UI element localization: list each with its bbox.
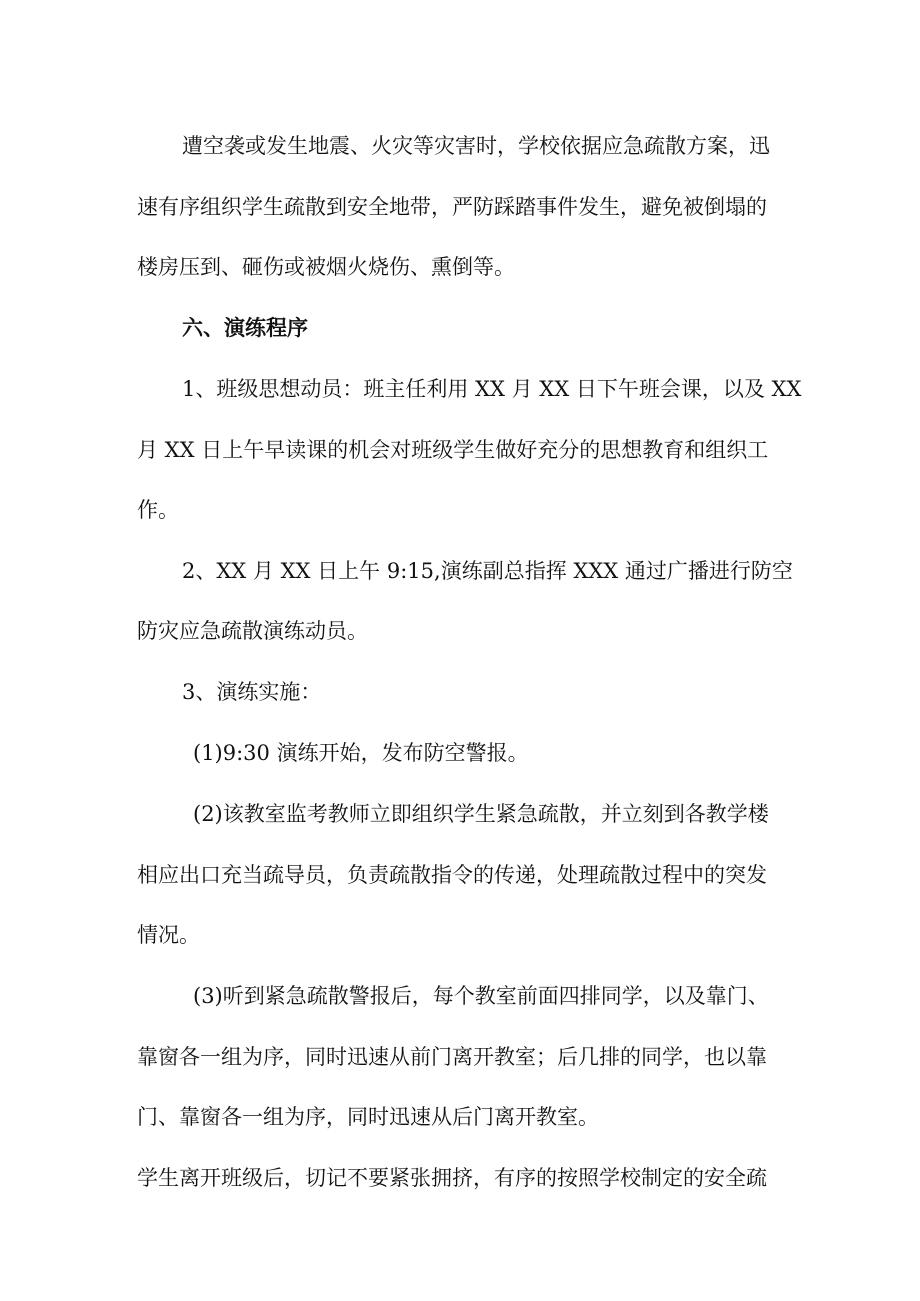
text-line: 1、班级思想动员：班主任利用 XX 月 XX 日下午班会课，以及 XX — [182, 377, 802, 401]
text-line: 门、靠窗各一组为序，同时迅速从后门离开教室。 — [137, 1105, 599, 1129]
text-line: 楼房压到、砸伤或被烟火烧伤、熏倒等。 — [137, 255, 515, 279]
text-line: 学生离开班级后，切记不要紧张拥挤，有序的按照学校制定的安全疏 — [137, 1166, 767, 1190]
text-line: 速有序组织学生疏散到安全地带，严防踩踏事件发生，避免被倒塌的 — [137, 195, 767, 219]
text-line: 靠窗各一组为序，同时迅速从前门离开教室；后几排的同学，也以靠 — [137, 1045, 767, 1069]
text-line: (1)9:30 演练开始，发布防空警报。 — [193, 741, 529, 765]
text-line: 作。 — [137, 498, 179, 522]
text-line: (2)该教室监考教师立即组织学生紧急疏散，并立刻到各教学楼 — [193, 802, 769, 826]
text-line: 2、XX 月 XX 日上午 9:15,演练副总指挥 XXX 通过广播进行防空 — [182, 559, 793, 583]
text-line: 相应出口充当疏导员，负责疏散指令的传递，处理疏散过程中的突发 — [137, 863, 767, 887]
section-heading: 六、演练程序 — [182, 316, 308, 340]
text-line: 3、演练实施： — [182, 680, 322, 704]
text-line: 防灾应急疏散演练动员。 — [137, 619, 368, 643]
text-line: (3)听到紧急疏散警报后，每个教室前面四排同学，以及靠门、 — [193, 984, 769, 1008]
text-line: 情况。 — [137, 923, 200, 947]
text-line: 月 XX 日上午早读课的机会对班级学生做好充分的思想教育和组织工 — [137, 438, 769, 462]
text-line: 遭空袭或发生地震、火灾等灾害时，学校依据应急疏散方案，迅 — [182, 134, 770, 158]
